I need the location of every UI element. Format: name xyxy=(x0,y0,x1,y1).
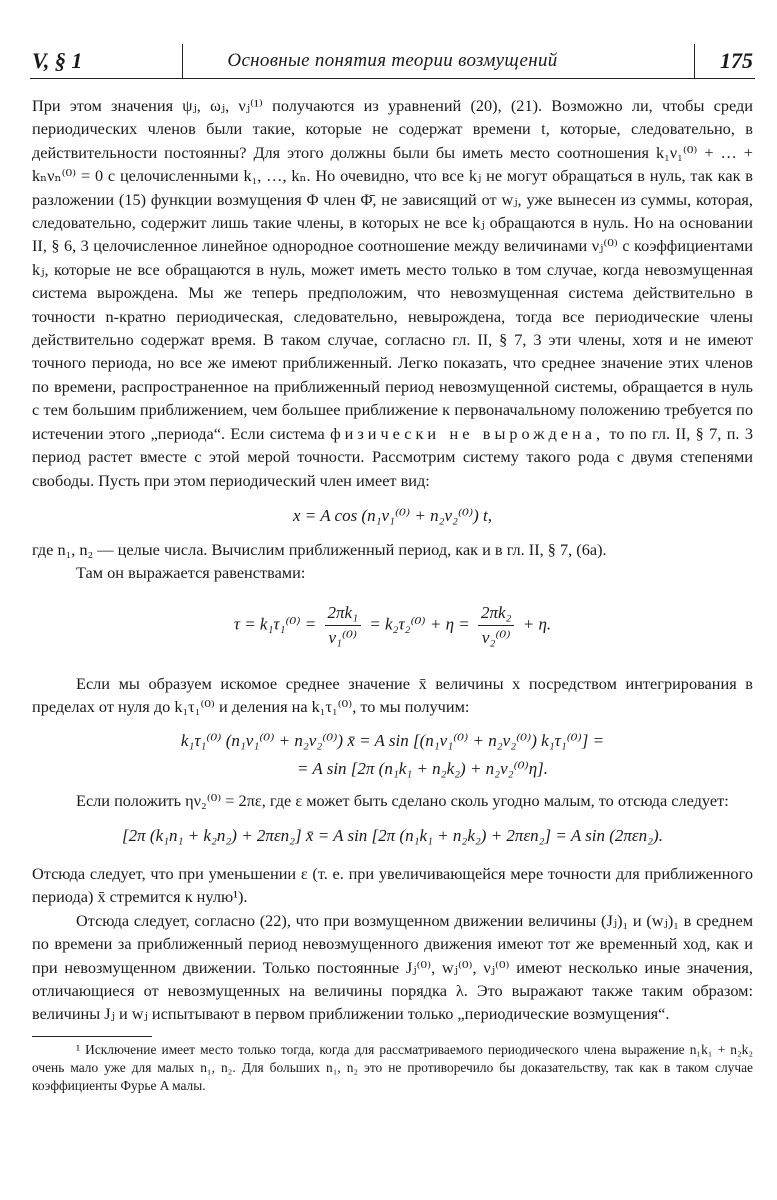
eq2-fraction-2 xyxy=(478,601,514,650)
equation-mean-value-result: [2π (k₁n₁ + k₂n₂) + 2πεn₂] x̄ = A sin [2π (n₁k₁ + n₂k₂) + 2πεn₂] = A sin (2πεn₂). xyxy=(122,825,663,845)
section-label: V, § 1 xyxy=(32,48,83,73)
eq2-middle: = k₂τ₂⁽⁰⁾ + η = xyxy=(369,614,470,634)
eq2-fraction-2-numerator: 2πk₂ xyxy=(478,601,514,626)
header-title: Основные понятия теории возмущений xyxy=(227,50,558,71)
eq2-fraction-1 xyxy=(325,601,361,650)
paragraph-1 xyxy=(32,94,753,492)
footnote-rule xyxy=(32,1036,152,1037)
eq2-fraction-1-denominator: ν₁⁽⁰⁾ xyxy=(328,627,358,647)
running-header xyxy=(30,44,755,79)
paragraph-2: где n₁, n₂ — целые числа. Вычислим приближенный период, как и в гл. II, § 7, (6a). xyxy=(32,539,607,559)
eq2-right: + η. xyxy=(522,614,552,634)
paragraph-7: Отсюда следует, согласно (22), что при возмущенном движении величины (Jⱼ)₁ и (wⱼ)₁ в среднем по времени за приближенный период невозмущенного движения имеют тот же временный ход, как и при невозмущенном движении. Только постоянные Jⱼ⁽⁰⁾, wⱼ⁽⁰⁾, νⱼ⁽⁰⁾ имеют несколько иные значения, отличающиеся от невозмущенных на величины порядка λ. Это выражают также таким образом: величины Jⱼ и wⱼ испытывают в первом приближении только „периодические возмущения“. xyxy=(32,910,753,1024)
eq2-left: τ = k₁τ₁⁽⁰⁾ = xyxy=(233,614,317,634)
page-number: 175 xyxy=(720,48,753,73)
page-body xyxy=(32,94,753,1095)
header-divider-right xyxy=(694,44,695,78)
equation-periodic-term: x = A cos (n₁ν₁⁽⁰⁾ + n₂ν₂⁽⁰⁾) t, xyxy=(292,505,493,525)
spaced-emphasis: физически не вырождена, xyxy=(330,423,605,443)
footnote: ¹ Исключение имеет место только тогда, когда для рассматриваемого периодического члена выражение n₁k₁ + n₂k₂ очень мало уже для малых n₁, n₂. Для больших n₁, n₂ это не противоречило бы доказательству, так как в таком случае коэффициенты Фурье A малы. xyxy=(32,1041,753,1093)
equation-approx-period xyxy=(32,601,753,650)
paragraph-3: Там он выражается равенствами: xyxy=(76,563,306,583)
paragraph-5: Если положить ην₂⁽⁰⁾ = 2πε, где ε может быть сделано сколь угодно малым, то отсюда следует: xyxy=(76,790,729,810)
equation-mean-value-line-1: k₁τ₁⁽⁰⁾ (n₁ν₁⁽⁰⁾ + n₂ν₂⁽⁰⁾) x̄ = A sin [(n₁ν₁⁽⁰⁾ + n₂ν₂⁽⁰⁾) k₁τ₁⁽⁰⁾] = xyxy=(180,730,605,750)
eq2-fraction-2-denominator: ν₂⁽⁰⁾ xyxy=(481,627,511,647)
paragraph-1-text: При этом значения ψⱼ, ωⱼ, νⱼ⁽¹⁾ получаются из уравнений (20), (21). Возможно ли, чтобы среди периодических членов были такие, которые не содержат времени t, которые, следовательно, в действительности постоянны? Для этого должны были бы иметь место соотношения k₁ν₁⁽⁰⁾ + … + kₙνₙ⁽⁰⁾ = 0 с целочисленными k₁, …, kₙ. Но очевидно, что все kⱼ не могут обращаться в нуль, так как в разложении (15) функции возмущения Φ член Φ̄, не зависящий от wⱼ, уже вынесен из суммы, которая, следовательно, содержит лишь такие члены, в которых не все kⱼ обращаются в нуль. Но на основании II, § 6, 3 целочисленное линейное однородное соотношение между величинами νⱼ⁽⁰⁾ с коэффициентами kⱼ, которые не все обращаются в нуль, может иметь место только в том случае, когда невозмущенная система вырождена. Мы же теперь предположим, что невозмущенная система действительно в точности n-кратно периодическая, следовательно, невырождена, тогда все периодические члены действительно содержат время. В таком случае, согласно гл. II, § 7, 3 эти члены, хотя и не имеют точного периода, но все же имеют приближенный. Легко показать, что среднее значение этих членов по времени, распространенное на приближенный период невозмущенной системы, обращается в нуль с тем большим приближением, чем большее приближение к первоначальному положению требуется по истечении этого „периода“. Если система xyxy=(32,96,753,443)
paragraph-6: Отсюда следует, что при уменьшении ε (т. е. при увеличивающейся мере точности для приближенного периода) x̄ стремится к нулю¹). xyxy=(32,863,753,907)
equation-mean-value-line-2: = A sin [2π (n₁k₁ + n₂k₂) + n₂ν₂⁽⁰⁾η]. xyxy=(296,758,549,778)
paragraph-1-tail: то по гл. II, § 7, п. 3 период растет вместе с этой мерой точности. Рассмотрим систему такого рода с двумя степенями свободы. Пусть при этом периодический член имеет вид: xyxy=(32,423,753,490)
eq2-fraction-1-numerator: 2πk₁ xyxy=(325,601,361,626)
paragraph-4: Если мы образуем искомое среднее значение x̄ величины x посредством интегрирования в пределах от нуля до k₁τ₁⁽⁰⁾ и деления на k₁τ₁⁽⁰⁾, то мы получим: xyxy=(32,673,753,717)
